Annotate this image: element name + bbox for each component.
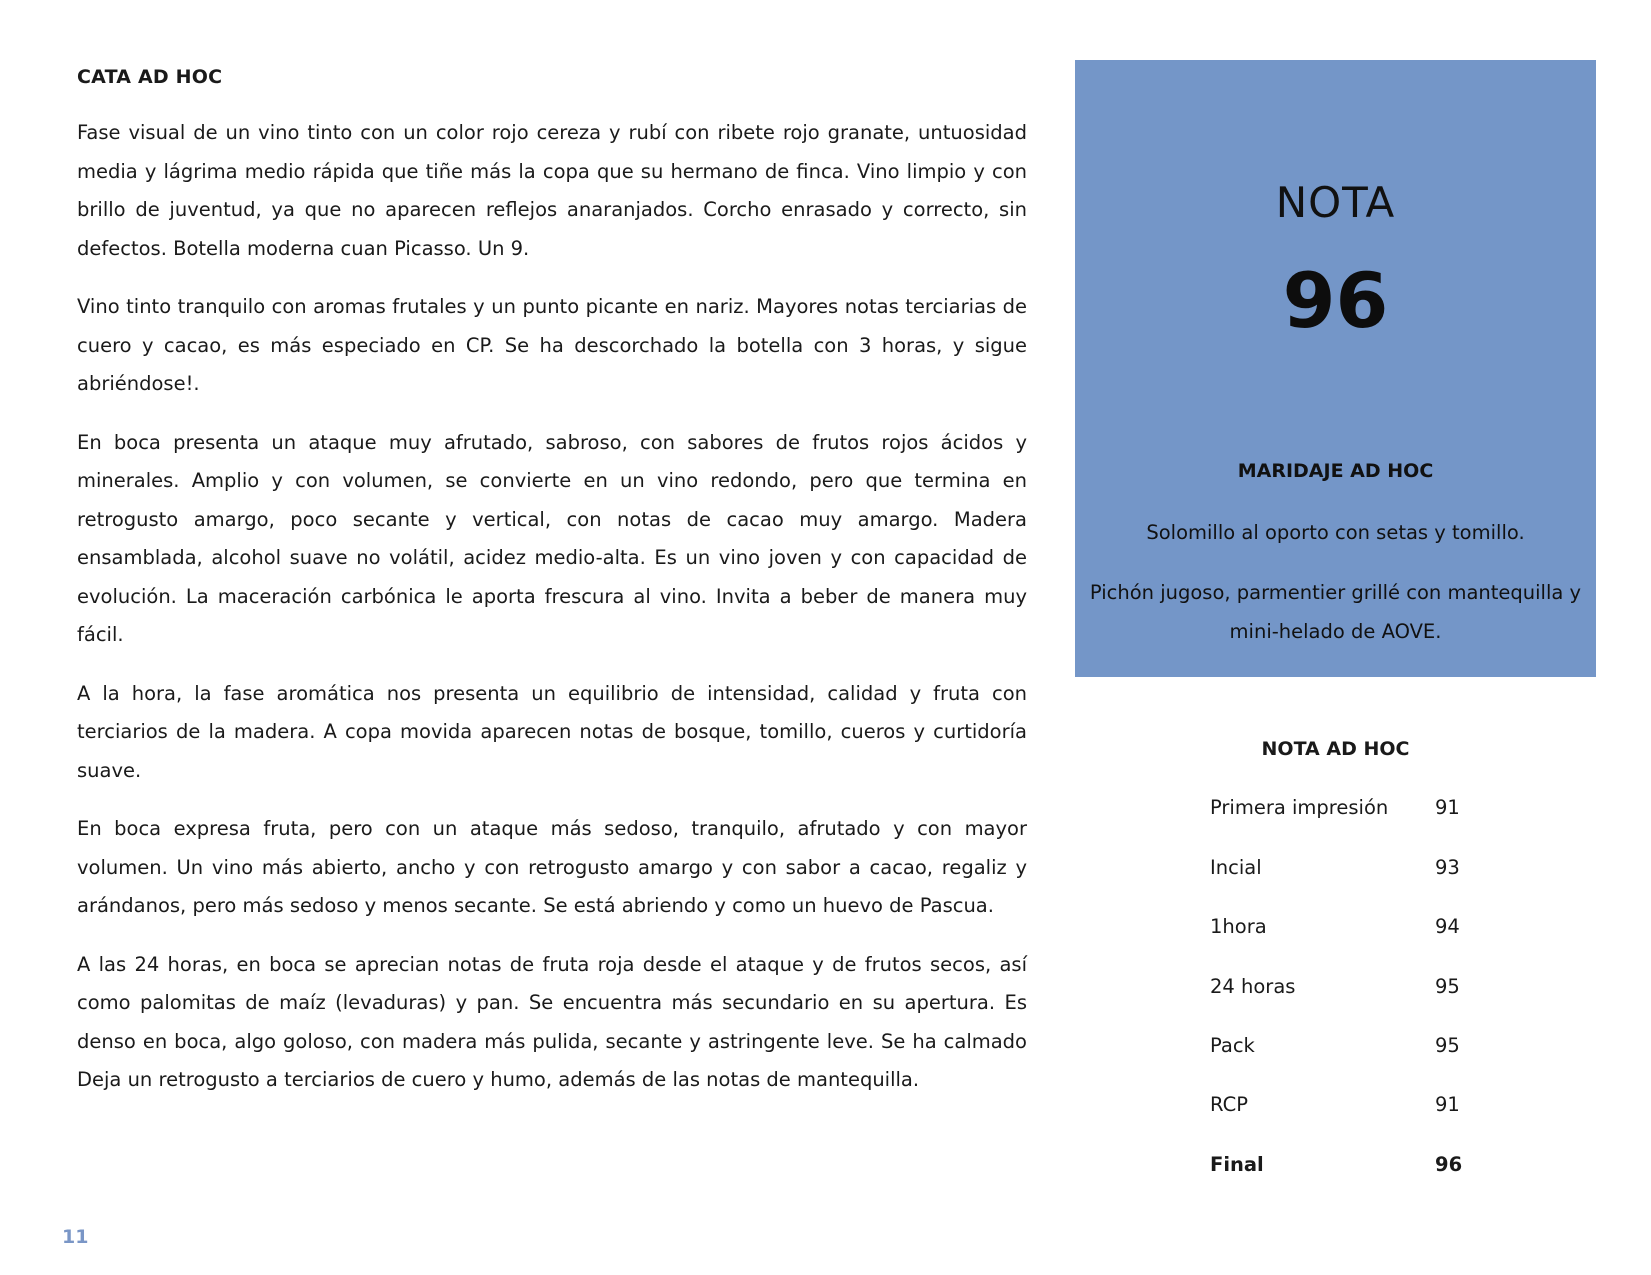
- score-label: RCP: [1210, 1093, 1248, 1116]
- score-label: Primera impresión: [1210, 796, 1389, 819]
- pairing-item: Pichón jugoso, parmentier grillé con mantequilla y mini-helado de AOVE.: [1089, 581, 1582, 643]
- score-row-final: [1210, 1153, 1510, 1183]
- score-label: 24 horas: [1210, 975, 1296, 998]
- score-value: 95: [1435, 975, 1460, 998]
- nota-label: NOTA: [1275, 178, 1396, 227]
- tasting-paragraph-24-hours: A las 24 horas, en boca se aprecian notas de fruta roja desde el ataque y de frutos secos, así como palomitas de maíz (levaduras) y pan. Se encuentra más secundario en su apertura. Es denso en boca, algo goloso, con madera más pulida, secante y astringente leve. Se ha calmado Deja un retrogusto a terciarios de cuero y humo, además de las notas de mantequilla.: [77, 952, 1027, 1091]
- score-value: 95: [1435, 1034, 1460, 1057]
- score-label: 1hora: [1210, 915, 1267, 938]
- score-label: Final: [1210, 1153, 1264, 1176]
- scores-table-title: NOTA AD HOC: [1261, 738, 1410, 760]
- score-panel: [1075, 60, 1596, 677]
- score-row: [1210, 856, 1510, 886]
- score-row: [1210, 915, 1510, 945]
- tasting-paragraph-palate-later: En boca expresa fruta, pero con un ataque más sedoso, tranquilo, afrutado y con mayor volumen. Un vino más abierto, ancho y con retrogusto amargo y con sabor a cacao, regaliz y arándanos, pero más sedoso y menos secante. Se está abriendo y como un huevo de Pascua.: [77, 817, 1027, 917]
- tasting-paragraph-visual: Fase visual de un vino tinto con un color rojo cereza y rubí con ribete rojo granate, untuosidad media y lágrima medio rápida que tiñe más la copa que su hermano de finca. Vino limpio y con brillo de juventud, ya que no aparecen reflejos anaranjados. Corcho enrasado y correcto, sin defectos. Botella moderna cuan Picasso. Un 9.: [77, 121, 1027, 260]
- score-value: 91: [1435, 796, 1460, 819]
- score-row: [1210, 796, 1510, 826]
- score-value: 91: [1435, 1093, 1460, 1116]
- tasting-paragraph-one-hour: A la hora, la fase aromática nos presenta un equilibrio de intensidad, calidad y fruta con terciarios de la madera. A copa movida aparecen notas de bosque, tomillo, cueros y curtidoría suave.: [77, 681, 1027, 782]
- score-row: [1210, 1093, 1510, 1123]
- score-value: 93: [1435, 856, 1460, 879]
- tasting-section-title: CATA AD HOC: [77, 66, 223, 88]
- score-label: Incial: [1210, 856, 1262, 879]
- score-value: 96: [1435, 1153, 1463, 1176]
- score-label: Pack: [1210, 1034, 1255, 1057]
- score-row: [1210, 1034, 1510, 1064]
- score-row: [1210, 975, 1510, 1005]
- pairing-title: MARIDAJE AD HOC: [1237, 460, 1434, 482]
- score-value: 94: [1435, 915, 1460, 938]
- page-number: 11: [62, 1226, 89, 1248]
- tasting-paragraph-palate: En boca presenta un ataque muy afrutado, sabroso, con sabores de frutos rojos ácidos y minerales. Amplio y con volumen, se convierte en un vino redondo, pero que termina en retrogusto amargo, poco secante y vertical, con notas de cacao muy amargo. Madera ensamblada, alcohol suave no volátil, acidez medio-alta. Es un vino joven y con capacidad de evolución. La maceración carbónica le aporta frescura al vino. Invita a beber de manera muy fácil.: [77, 430, 1027, 646]
- nota-value: 96: [1282, 256, 1389, 345]
- tasting-notes-column: [77, 66, 1027, 1120]
- pairing-item: Solomillo al oporto con setas y tomillo.: [1146, 521, 1525, 544]
- tasting-paragraph-nose: Vino tinto tranquilo con aromas frutales y un punto picante en nariz. Mayores notas terciarias de cuero y cacao, es más especiado en CP. Se ha descorchado la botella con 3 horas, y sigue abriéndose!.: [77, 295, 1027, 395]
